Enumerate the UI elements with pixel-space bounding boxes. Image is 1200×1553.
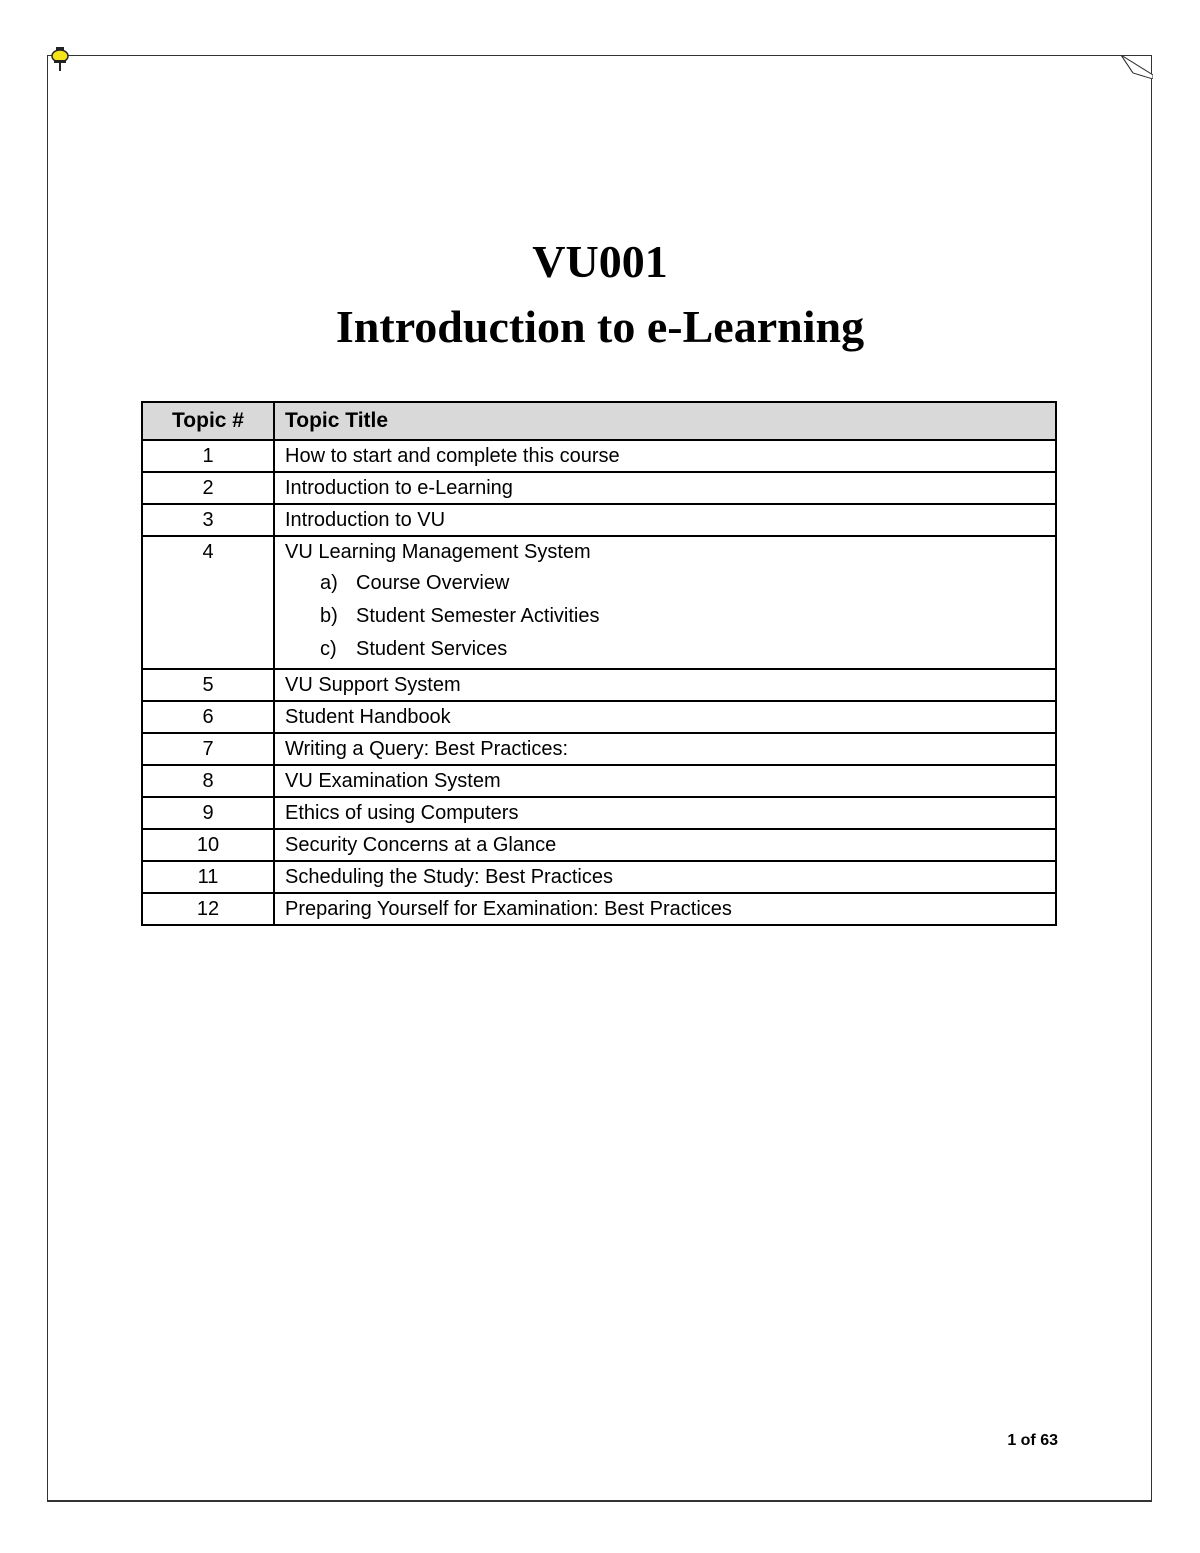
- topic-title: VU Support System: [274, 669, 1056, 701]
- subtopic-marker: a): [320, 572, 338, 594]
- topic-title: VU Learning Management System: [285, 541, 591, 563]
- table-row: [142, 536, 1056, 669]
- table-header-row: [142, 402, 1056, 440]
- topic-number: 9: [142, 797, 274, 829]
- subtopic-label: Student Services: [356, 638, 508, 660]
- topic-number: 7: [142, 733, 274, 765]
- table-row: [142, 733, 1056, 765]
- topic-title: Student Handbook: [274, 701, 1056, 733]
- topic-title: Scheduling the Study: Best Practices: [274, 861, 1056, 893]
- topic-number: 8: [142, 765, 274, 797]
- table-row: [142, 893, 1056, 925]
- topic-title-cell: [274, 536, 1056, 669]
- table-row: [142, 829, 1056, 861]
- subtopic-marker: c): [320, 638, 337, 660]
- topic-number: 3: [142, 504, 274, 536]
- topic-title: Ethics of using Computers: [274, 797, 1056, 829]
- subtopic-label: Course Overview: [356, 572, 510, 594]
- pushpin-icon[interactable]: [50, 46, 70, 72]
- topic-number: 2: [142, 472, 274, 504]
- topic-number: 6: [142, 701, 274, 733]
- table-row: [142, 765, 1056, 797]
- subtopic-label: Student Semester Activities: [356, 605, 600, 627]
- table-row: [142, 797, 1056, 829]
- page-fold-icon: [1121, 55, 1153, 79]
- topics-table: [141, 401, 1057, 926]
- topic-title: Writing a Query: Best Practices:: [274, 733, 1056, 765]
- list-item: [320, 633, 1045, 666]
- topic-title: VU Examination System: [274, 765, 1056, 797]
- table-row: [142, 504, 1056, 536]
- list-item: [320, 600, 1045, 633]
- topic-number: 12: [142, 893, 274, 925]
- table-row: [142, 701, 1056, 733]
- table-row: [142, 440, 1056, 472]
- topic-title: How to start and complete this course: [274, 440, 1056, 472]
- topic-number: 10: [142, 829, 274, 861]
- table-row: [142, 669, 1056, 701]
- topic-number: 1: [142, 440, 274, 472]
- header-topic-number: Topic #: [142, 402, 274, 440]
- course-code: VU001: [532, 236, 668, 287]
- table-row: [142, 861, 1056, 893]
- topic-number: 4: [142, 536, 274, 669]
- topic-number: 5: [142, 669, 274, 701]
- topic-title: Introduction to VU: [274, 504, 1056, 536]
- list-item: [320, 567, 1045, 600]
- document-title: [0, 232, 1200, 360]
- topic-title: Security Concerns at a Glance: [274, 829, 1056, 861]
- header-topic-title: Topic Title: [274, 402, 1056, 440]
- subtopic-list: [285, 567, 1045, 668]
- topic-title: Introduction to e-Learning: [274, 472, 1056, 504]
- table-row: [142, 472, 1056, 504]
- page-number: 1 of 63: [1007, 1432, 1058, 1449]
- topic-title: Preparing Yourself for Examination: Best Practices: [274, 893, 1056, 925]
- topic-number: 11: [142, 861, 274, 893]
- subtopic-marker: b): [320, 605, 338, 627]
- course-title: Introduction to e-Learning: [335, 301, 865, 352]
